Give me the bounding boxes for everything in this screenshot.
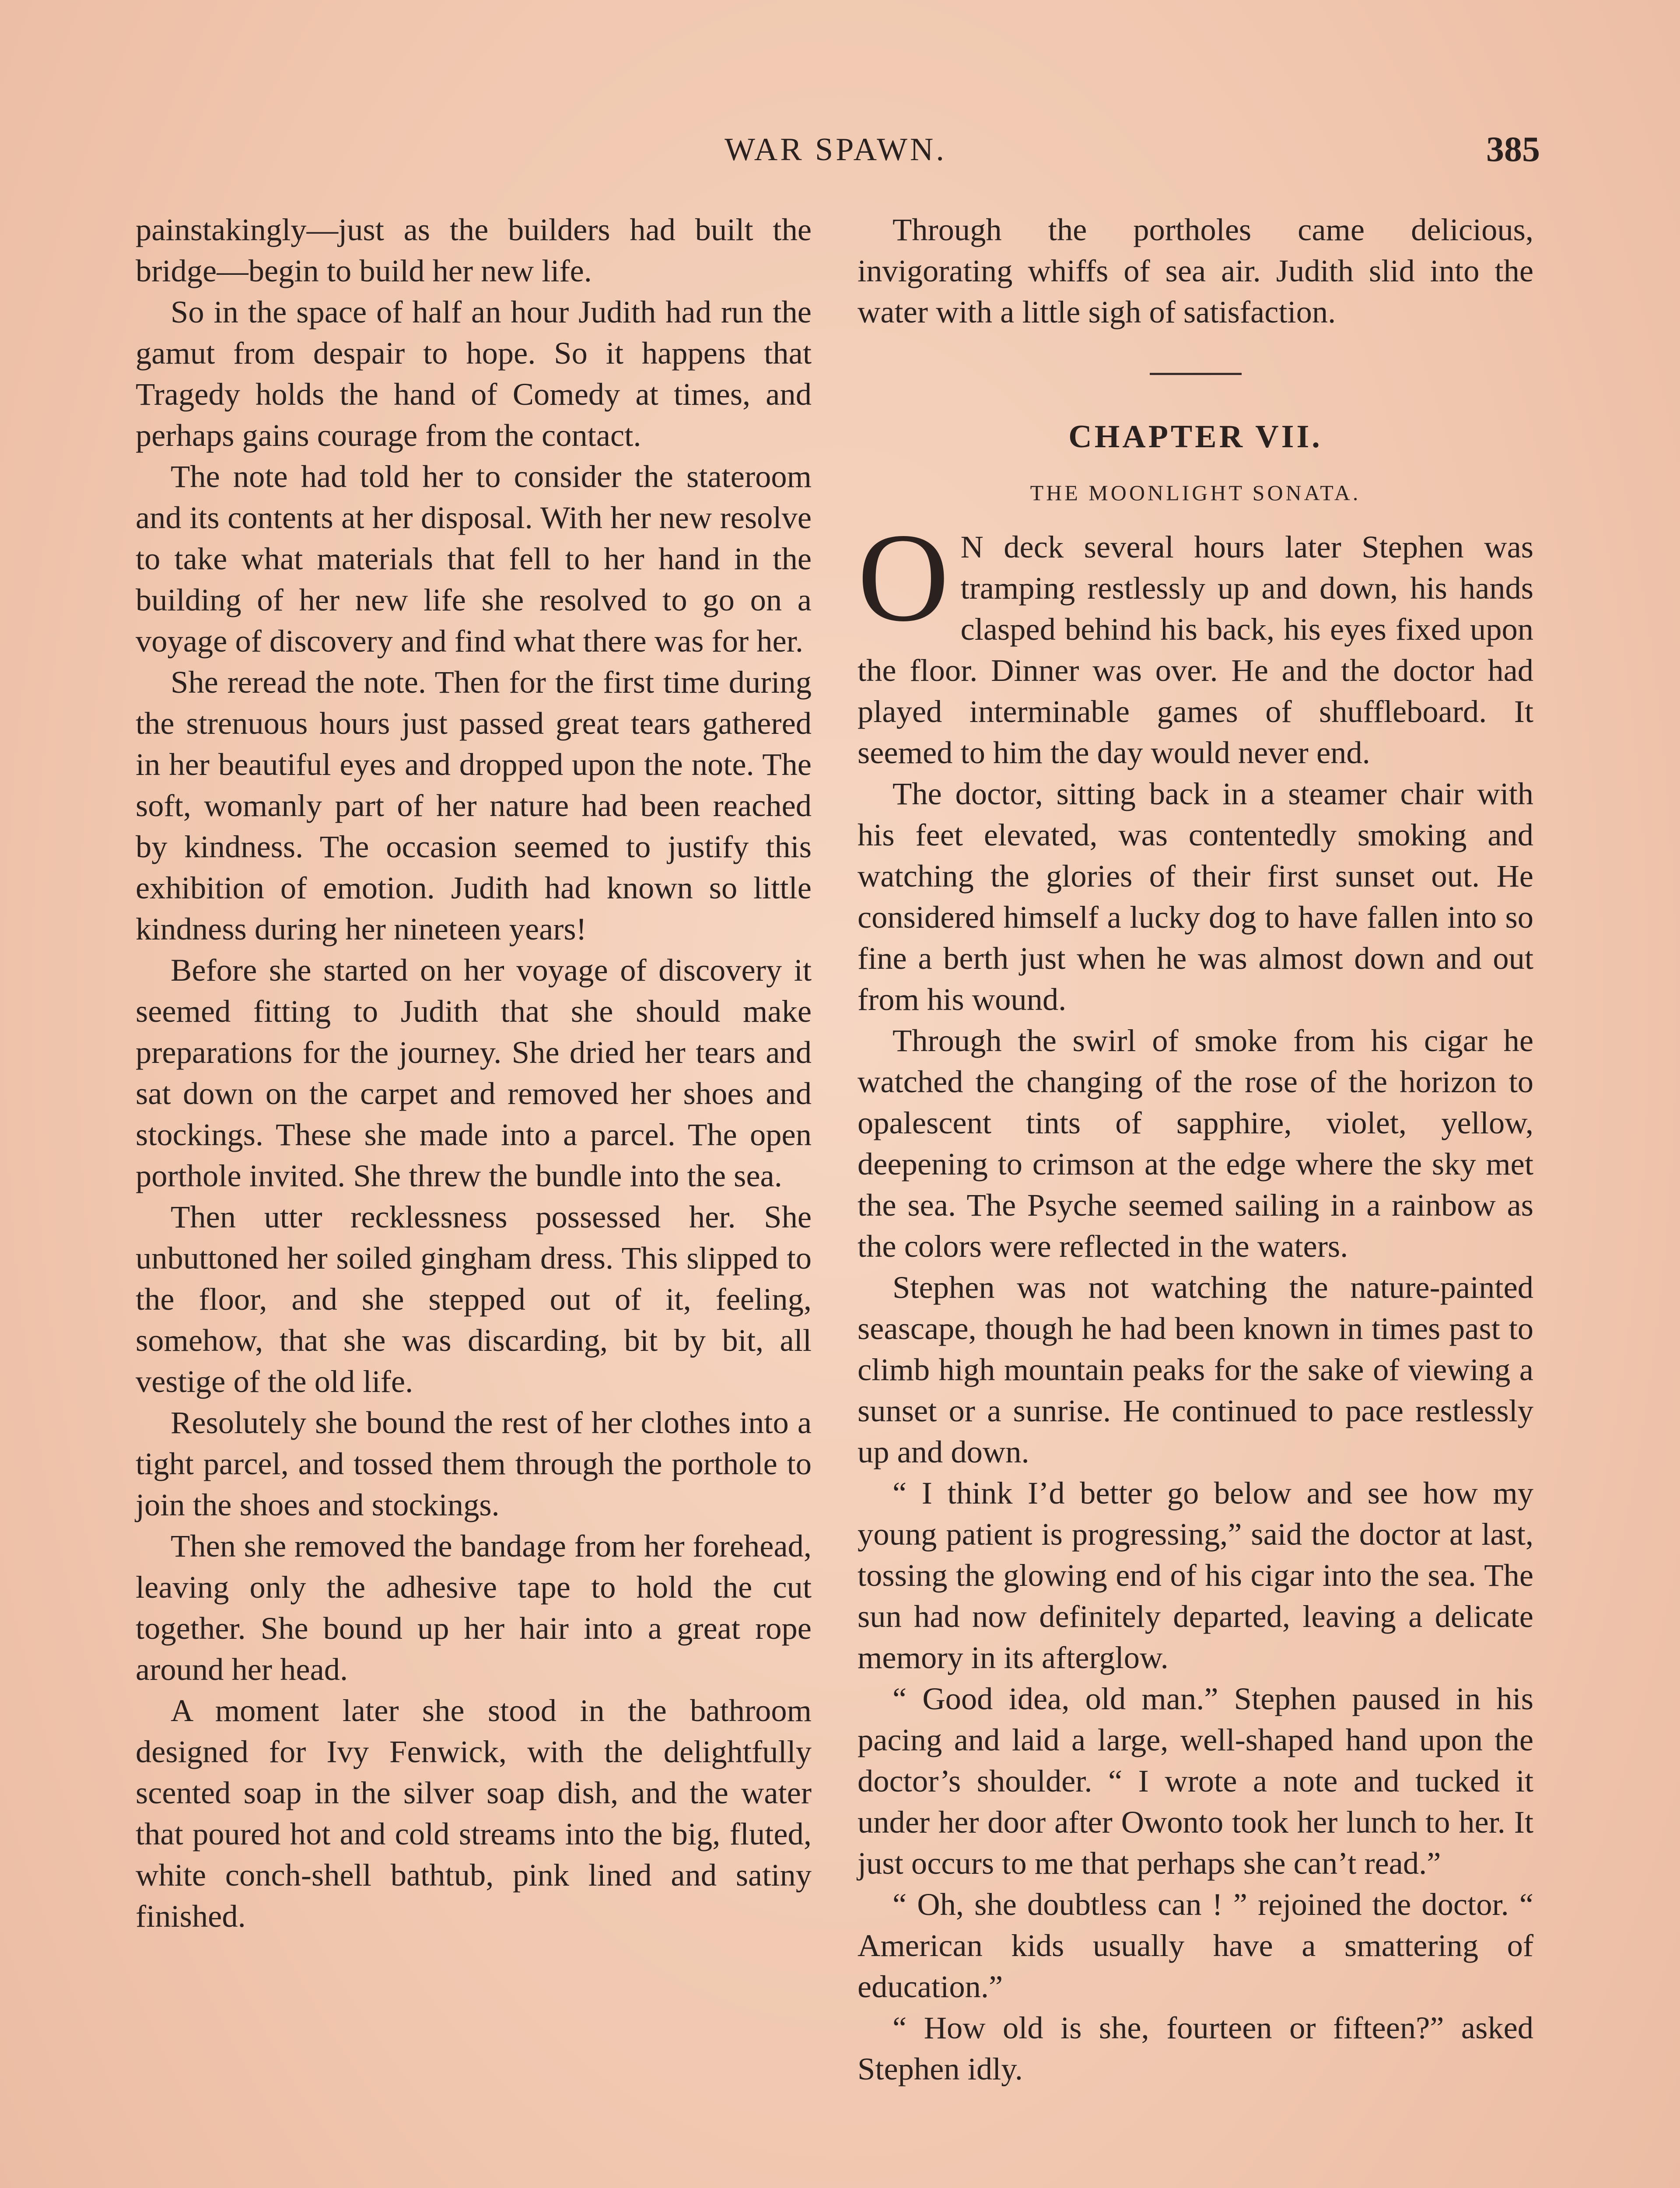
paragraph: The note had told her to consider the stateroom and its contents at her disposal. With her new resolve to take what materials that fell to her hand in the building of her new life she resolved to go on a voyage of discovery and find what there was for her. (136, 459, 812, 659)
chapter-title: CHAPTER VII. (1068, 419, 1323, 455)
drop-cap: O (858, 507, 949, 648)
right-column (858, 209, 1533, 2090)
paragraph: So in the space of half an hour Judith had run the gamut from despair to hope. So it happens that Tragedy holds the hand of Comedy at times, and perhaps gains courage from the contact. (136, 294, 812, 453)
paragraph: “ How old is she, fourteen or fifteen?” asked Stephen idly. (858, 2010, 1533, 2086)
paragraph: “ Good idea, old man.” Stephen paused in his pacing and laid a large, well-shaped hand upon the doctor’s shoulder. “ I wrote a note and tucked it under her door after Owonto took her lunch to her. It just occurs to me that perhaps she can’t read.” (858, 1681, 1533, 1881)
paragraph: A moment later she stood in the bathroom designed for Ivy Fenwick, with the delightfully scented soap in the silver soap dish, and the water that poured hot and cold streams into the big, fluted, white conch-shell bathtub, pink lined and satiny finished. (136, 1693, 812, 1934)
paragraph: painstakingly—just as the builders had built the bridge—begin to build her new life. (136, 212, 812, 288)
paragraph: Then utter recklessness possessed her. She unbuttoned her soiled gingham dress. This slipped to the floor, and she stepped out of it, feeling, somehow, that she was discarding, bit by bit, all vestige of the old life. (136, 1199, 812, 1399)
paragraph: Through the portholes came delicious, invigorating whiffs of sea air. Judith slid into the water with a little sigh of satisfaction. (858, 212, 1533, 330)
opening-text: N deck several hours later Stephen was tramping restlessly up and down, his hands clasped behind his back, his eyes fixed upon the floor. Dinner was over. He and the doctor had played interminable games of shuffleboard. It seemed to him the day would never end. (858, 529, 1533, 770)
paragraph: Then she removed the bandage from her forehead, leaving only the adhesive tape to hold the cut together. She bound up her hair into a great rope around her head. (136, 1528, 812, 1687)
page-header (131, 131, 1540, 179)
chapter-opening-paragraph (858, 507, 1533, 773)
chapter-subtitle: THE MOONLIGHT SONATA. (1030, 480, 1361, 505)
page-number: 385 (1486, 129, 1540, 169)
left-column (136, 209, 812, 1937)
paragraph: Resolutely she bound the rest of her clothes into a tight parcel, and tossed them through the porthole to join the shoes and stockings. (136, 1405, 812, 1522)
paragraph: She reread the note. Then for the first time during the strenuous hours just passed great tears gathered in her beautiful eyes and dropped upon the note. The soft, womanly part of her nature had been reached by kindness. The occasion seemed to justify this exhibition of emotion. Judith had known so little kindness during her nineteen years! (136, 664, 812, 947)
paragraph: “ Oh, she doubtless can ! ” rejoined the doctor. “ American kids usually have a smattering of education.” (858, 1886, 1533, 2004)
paragraph: The doctor, sitting back in a steamer chair with his feet elevated, was contentedly smoking and watching the glories of their first sunset out. He considered himself a lucky dog to have fallen into so fine a berth just when he was almost down and out from his wound. (858, 776, 1533, 1017)
paragraph: Stephen was not watching the nature-painted seascape, though he had been known in times past to climb high mountain peaks for the sake of viewing a sunset or a sunrise. He continued to pace restlessly up and down. (858, 1269, 1533, 1469)
section-divider (1150, 373, 1242, 375)
running-title: WAR SPAWN. (724, 132, 947, 168)
paragraph: Before she started on her voyage of discovery it seemed fitting to Judith that she should make preparations for the journey. She dried her tears and sat down on the carpet and removed her shoes and stockings. These she made into a parcel. The open porthole invited. She threw the bundle into the sea. (136, 952, 812, 1193)
paragraph: “ I think I’d better go below and see how my young patient is progressing,” said the doctor at last, tossing the glowing end of his cigar into the sea. The sun had now definitely departed, leaving a delicate memory in its afterglow. (858, 1475, 1533, 1675)
paragraph: Through the swirl of smoke from his cigar he watched the changing of the rose of the horizon to opalescent tints of sapphire, violet, yellow, deepening to crimson at the edge where the sky met the sea. The Psyche seemed sailing in a rainbow as the colors were reflected in the waters. (858, 1023, 1533, 1264)
